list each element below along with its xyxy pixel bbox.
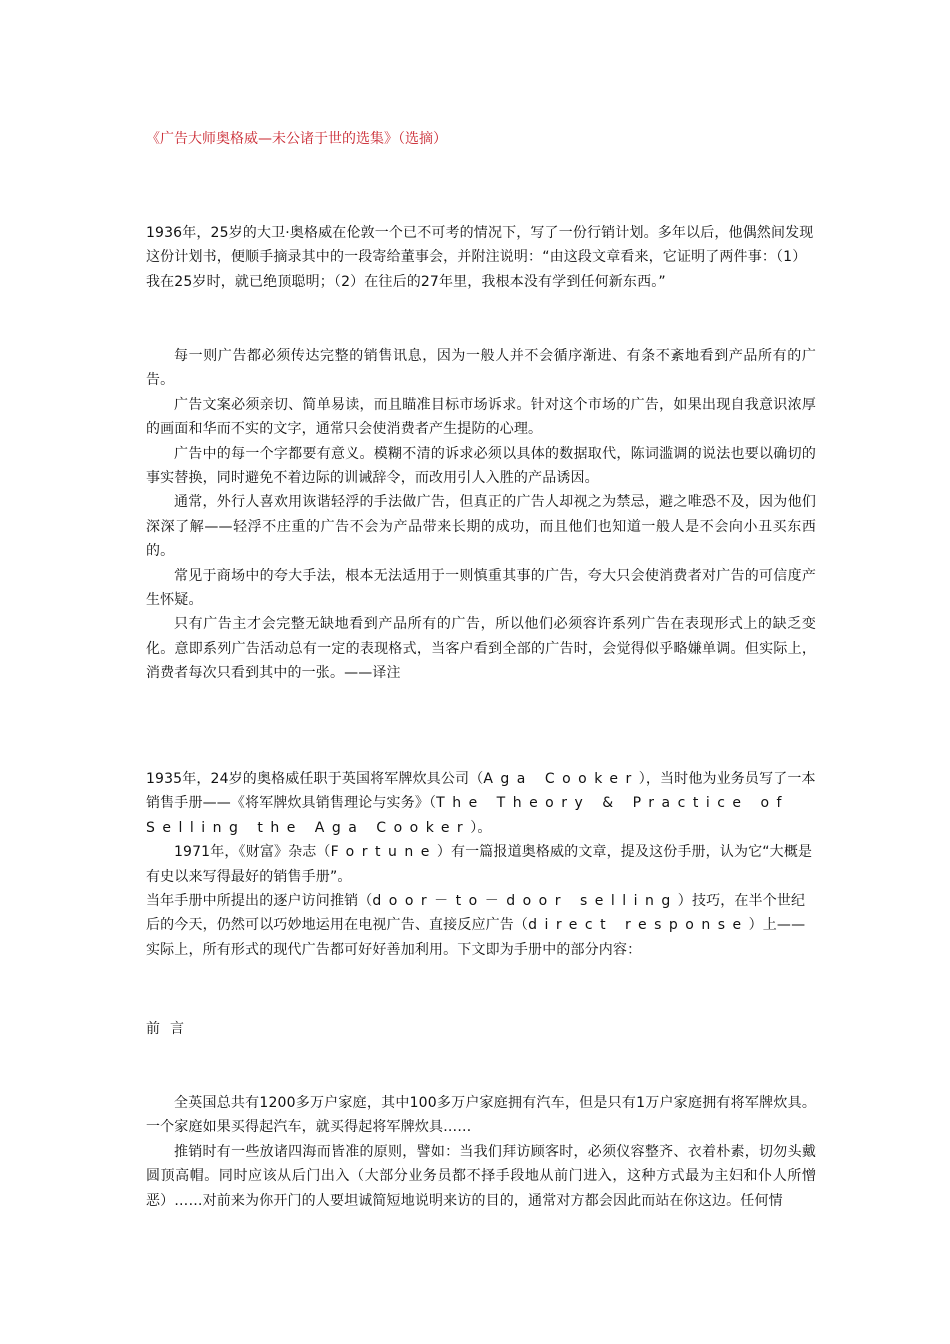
preface-heading: 前言 <box>146 1021 194 1037</box>
manual-text: ），当时他为业务员写了一本销售手册——《将军牌炊具销售理论与实务》（ <box>146 771 816 812</box>
preface-section <box>146 1091 816 1213</box>
manual-paragraph-3 <box>146 889 816 962</box>
manual-text: 1935年，24岁的奥格威任职于英国将军牌炊具公司（ <box>146 771 484 787</box>
manual-paragraph-1 <box>146 767 816 840</box>
company-name-english: Aga Cooker <box>483 771 639 787</box>
manual-text: 当年手册中所提出的逐户访问推销（ <box>146 893 373 910</box>
sales-manual-section <box>146 767 816 962</box>
document-title: 《广告大师奥格威—未公诸于世的选集》（选摘） <box>146 131 447 147</box>
intro-paragraph <box>146 221 816 294</box>
manual-text: ）上——实际上，所有形式的现代广告都可好好善加利用。下文即为手册中的部分内容： <box>146 917 806 958</box>
principles-section <box>146 344 816 686</box>
manual-text: ）有一篇报道奥格威的文章，提及这份手册，认为它“大概是有史以来写得最好的销售手册”。 <box>146 844 813 885</box>
preface-paragraph: 全英国总共有1200多万户家庭，其中100多万户家庭拥有汽车，但是只有1万户家庭拥有将军牌炊具。一个家庭如果买得起汽车，就买得起将军牌炊具…… <box>146 1095 816 1136</box>
intro-text: 1936年，25岁的大卫·奥格威在伦敦一个已不可考的情况下，写了一份行销计划。多年以后，他偶然间发现这份计划书，便顺手摘录其中的一段寄给董事会，并附注说明：“由这段文章看来，它证明了两件事：（1）我在25岁时，就已绝顶聪明；（2）在往后的27年里，我根本没有学到任何新东西。” <box>146 225 814 290</box>
preface-paragraph: 推销时有一些放诸四海而皆准的原则，譬如：当我们拜访顾客时，必须仪容整齐、衣着朴素，切勿头戴圆顶高帽。同时应该从后门出入（大部分业务员都不择手段地从前门进入，这种方式最为主妇和仆人所憎恶）……对前来为你开门的人要坦诚简短地说明来访的目的，通常对方都会因此而站在你这边。任何情 <box>146 1143 816 1209</box>
principle-paragraph: 每一则广告都必须传达完整的销售讯息，因为一般人并不会循序渐进、有条不紊地看到产品所有的广告。 <box>146 348 816 389</box>
manual-title-english: The Theory & Practice of Selling the Aga Cooker <box>146 795 789 836</box>
principle-paragraph: 通常，外行人喜欢用诙谐轻浮的手法做广告，但真正的广告人却视之为禁忌，避之唯恐不及，因为他们深深了解——轻浮不庄重的广告不会为产品带来长期的成功，而且他们也知道一般人是不会向小丑买东西的。 <box>146 494 816 560</box>
principle-paragraph: 常见于商场中的夸大手法，根本无法适用于一则慎重其事的广告，夸大只会使消费者对广告的可信度产生怀疑。 <box>146 567 816 609</box>
principle-paragraph: 只有广告主才会完整无缺地看到产品所有的广告，所以他们必须容许系列广告在表现形式上的缺乏变化。意即系列广告活动总有一定的表现格式，当客户看到全部的广告时，会觉得似乎略嫌单调。但实际上，消费者每次只看到其中的一张。——译注 <box>146 616 816 682</box>
manual-paragraph-2 <box>146 840 816 889</box>
manual-text: 1971年，《财富》杂志（ <box>174 844 331 861</box>
magazine-name-english: Fortune <box>330 844 437 861</box>
principle-paragraph: 广告中的每一个字都要有意义。模糊不清的诉求必须以具体的数据取代，陈词滥调的说法也要以确切的事实替换，同时避免不着边际的训诫辞令，而改用引人入胜的产品诱因。 <box>146 445 816 487</box>
term-english: door－to－door selling <box>372 893 678 910</box>
manual-text: ）。 <box>470 819 492 836</box>
term-english: direct response <box>528 917 749 934</box>
principle-paragraph: 广告文案必须亲切、简单易读，而且瞄准目标市场诉求。针对这个市场的广告，如果出现自我意识浓厚的画面和华而不实的文字，通常只会使消费者产生提防的心理。 <box>146 396 816 438</box>
manual-text: ）技巧，在半个世纪后的今天，仍然可以巧妙地运用在电视广告、直接反应广告（ <box>146 893 806 934</box>
